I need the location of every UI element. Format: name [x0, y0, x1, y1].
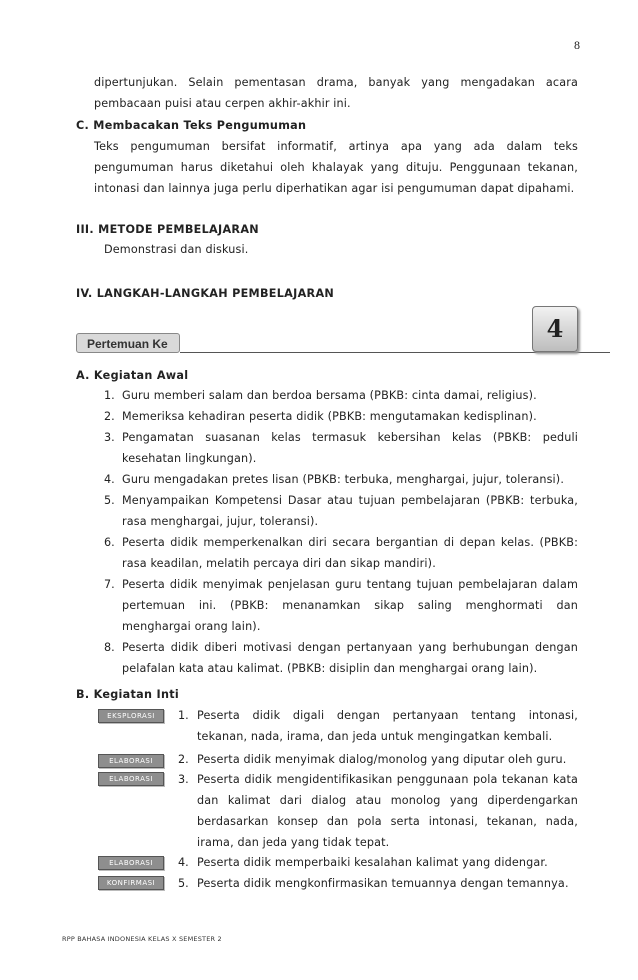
section-iii-heading: III. METODE PEMBELAJARAN	[76, 223, 259, 236]
tag-elaborasi: ELABORASI	[98, 772, 164, 786]
awal-item-line: Peserta didik menyimak penjelasan guru tentang tujuan pembelajaran dalam	[122, 578, 578, 591]
inti-item-line: Peserta didik mengidentifikasikan penggunaan pola tekanan kata	[197, 773, 578, 786]
inti-item-line: Peserta didik mengkonfirmasikan temuannya dengan temannya.	[197, 877, 569, 890]
pertemuan-label: Pertemuan Ke	[76, 333, 180, 353]
section-c-line-1: Teks pengumuman bersifat informatif, artinya apa yang ada dalam teks	[94, 140, 578, 153]
awal-item-line: Memeriksa kehadiran peserta didik (PBKB: mengutamakan kedisplinan).	[122, 410, 537, 423]
awal-item-line: Peserta didik memperkenalkan diri secara bergantian di depan kelas. (PBKB:	[122, 536, 578, 549]
inti-item-line: Peserta didik digali dengan pertanyaan tentang intonasi,	[197, 709, 578, 722]
intro-line-1: dipertunjukan. Selain pementasan drama, banyak yang mengadakan acara	[94, 76, 578, 89]
awal-item-line: Menyampaikan Kompetensi Dasar atau tujuan pembelajaran (PBKB: terbuka,	[122, 494, 578, 507]
section-c-line-2: pengumuman harus diketahui oleh khalayak yang dituju. Penggunaan tekanan,	[94, 161, 578, 174]
awal-item-line: rasa menghargai, jujur, toleransi).	[122, 515, 319, 528]
section-iii-text: Demonstrasi dan diskusi.	[104, 243, 249, 256]
awal-item-num: 8.	[104, 641, 115, 654]
awal-item-line: Pengamatan suasanan kelas termasuk kebersihan kelas (PBKB: peduli	[122, 431, 578, 444]
inti-item-line: tekanan, nada, irama, dan jeda untuk mengingatkan kembali.	[197, 730, 553, 743]
tag-eksplorasi: EKSPLORASI	[98, 709, 164, 723]
kegiatan-inti-heading: B. Kegiatan Inti	[76, 688, 179, 701]
pertemuan-underline	[180, 352, 610, 353]
pertemuan-banner	[76, 331, 546, 355]
page-number: 8	[574, 38, 580, 52]
inti-item-num: 2.	[178, 753, 189, 766]
awal-item-line: Guru mengadakan pretes lisan (PBKB: terbuka, menghargai, jujur, toleransi).	[122, 473, 565, 486]
pertemuan-number-box: 4	[532, 306, 578, 352]
awal-item-num: 2.	[104, 410, 115, 423]
inti-item-line: irama, dan jeda yang tidak tepat.	[197, 836, 390, 849]
awal-item-num: 6.	[104, 536, 115, 549]
awal-item-num: 4.	[104, 473, 115, 486]
awal-item-line: menghargai orang lain).	[122, 620, 261, 633]
awal-item-num: 3.	[104, 431, 115, 444]
intro-line-2: pembacaan puisi atau cerpen akhir-akhir ini.	[94, 97, 351, 110]
tag-elaborasi: ELABORASI	[98, 754, 164, 768]
section-c-heading: C. Membacakan Teks Pengumuman	[76, 119, 307, 132]
awal-item-line: kesehatan lingkungan).	[122, 452, 257, 465]
inti-item-num: 5.	[178, 877, 189, 890]
section-c-line-3: intonasi dan lainnya juga perlu diperhatikan agar isi pengumuman dapat dipahami.	[94, 182, 575, 195]
kegiatan-awal-heading: A. Kegiatan Awal	[76, 369, 189, 382]
awal-item-line: pelafalan kata atau kalimat. (PBKB: disiplin dan menghargai orang lain).	[122, 662, 538, 675]
tag-elaborasi: ELABORASI	[98, 856, 164, 870]
inti-item-line: berdasarkan konsep dan pola serta intonasi, tekanan, nada,	[197, 815, 578, 828]
inti-item-line: dan kalimat dari dialog atau monolog yang diperdengarkan	[197, 794, 578, 807]
inti-item-line: Peserta didik menyimak dialog/monolog yang diputar oleh guru.	[197, 753, 567, 766]
awal-item-line: rasa keadilan, melatih percaya diri dan sikap mandiri).	[122, 557, 436, 570]
page-footer: RPP BAHASA INDONESIA KELAS X SEMESTER 2	[62, 935, 222, 943]
inti-item-num: 4.	[178, 856, 189, 869]
tag-konfirmasi: KONFIRMASI	[98, 876, 164, 890]
awal-item-line: Guru memberi salam dan berdoa bersama (PBKB: cinta damai, religius).	[122, 389, 537, 402]
awal-item-line: pertemuan ini. (PBKB: menanamkan sikap saling menghormati dan	[122, 599, 578, 612]
inti-item-num: 1.	[178, 709, 189, 722]
inti-item-num: 3.	[178, 773, 189, 786]
inti-item-line: Peserta didik memperbaiki kesalahan kalimat yang didengar.	[197, 856, 548, 869]
awal-item-line: Peserta didik diberi motivasi dengan pertanyaan yang berhubungan dengan	[122, 641, 578, 654]
awal-item-num: 7.	[104, 578, 115, 591]
awal-item-num: 1.	[104, 389, 115, 402]
section-iv-heading: IV. LANGKAH-LANGKAH PEMBELAJARAN	[76, 287, 335, 300]
awal-item-num: 5.	[104, 494, 115, 507]
